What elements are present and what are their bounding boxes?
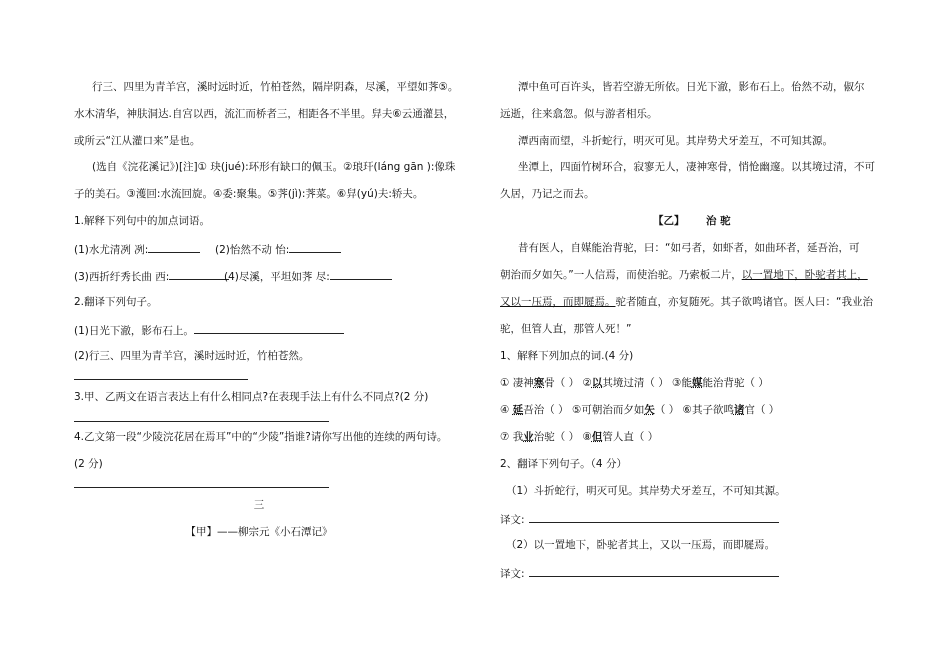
question-2a — [74, 322, 344, 338]
right-paragraph-3-line-2: 久居，乃记之而去。 — [500, 188, 595, 200]
right-paragraph-1-line-2: 远逝，往来翕忽。似与游者相乐。 — [500, 108, 658, 120]
translation-answer-line[interactable] — [529, 565, 779, 577]
word-row-1-part: 骨（ ） ② — [544, 377, 592, 389]
left-paragraph-line-2: 水木清华，神肤洞达.自宫以西，流汇而桥者三，相距各不半里。舁夫⑥云通灌县， — [74, 108, 455, 120]
notes-line-1: (选自《浣花溪记》)[注]① 玦(jué):环形有缺口的佩玉。②琅玕(láng gān ):像珠 — [92, 161, 456, 173]
word-row-1-part: 其境过清（ ） ③能 — [602, 377, 692, 389]
answer-line[interactable] — [74, 379, 248, 380]
marked-char: 矢 — [644, 404, 655, 416]
word-row-1 — [500, 376, 769, 390]
question-1c — [74, 268, 229, 284]
question-1a-text: (1)水尤清冽 冽: — [74, 244, 149, 256]
word-row-1-part: 能治背驼（ ） — [702, 377, 769, 389]
text-yi-tag: 【乙】 — [653, 215, 685, 227]
question-1-heading: 1.解释下列句中的加点词语。 — [74, 215, 211, 227]
question-1b — [215, 241, 341, 257]
word-row-2-part: （ ） ⑥其子欲鸣 — [654, 404, 734, 416]
marked-char: 但 — [591, 431, 603, 443]
question-2a-text: (1)日光下澈，影布石上。 — [74, 325, 194, 337]
question-1c-text: (3)西折纡秀长曲 西: — [74, 271, 170, 283]
word-row-3 — [500, 430, 658, 444]
translation-label: 译文: — [500, 568, 525, 580]
answer-blank[interactable] — [148, 241, 200, 253]
word-row-3-part: 治驼（ ） ⑧ — [533, 431, 592, 443]
answer-blank[interactable] — [289, 241, 341, 253]
word-row-3-part: 管人直（ ） — [602, 431, 659, 443]
translate-sentence-2: （2）以一置地下，卧驼者其上，又以一压焉，而即屣焉。 — [506, 539, 776, 551]
right-paragraph-2: 潭西南而望，斗折蛇行，明灭可见。其岸势犬牙差互，不可知其源。 — [518, 135, 833, 147]
question-2b: (2)行三、四里为青羊宫，溪时远时近，竹柏苍然。 — [74, 350, 310, 362]
yi-line-2 — [500, 268, 868, 282]
yi-line-2-text: 朝治而夕如矢。”一人信焉，而使治驼。乃索板二片， — [500, 269, 742, 281]
text-yi-title: 治 驼 — [706, 215, 731, 227]
marked-char: 媒 — [691, 377, 703, 389]
marked-char: 延 — [512, 404, 524, 416]
marked-char: 业 — [523, 431, 534, 443]
right-question-2-heading: 2、翻译下列句子。（4 分） — [500, 458, 627, 470]
question-1d-text: (4)尽溪，平坦如荠 尽: — [224, 271, 330, 283]
translation-1 — [500, 511, 779, 527]
yi-line-4: 驼，但管人直，那管人死！” — [500, 323, 632, 335]
word-row-2-part: ④ — [500, 404, 513, 416]
marked-char: 诸 — [733, 404, 745, 416]
answer-line[interactable] — [74, 487, 329, 488]
left-paragraph-line-1: 行三、四里为青羊宫，溪时远时近，竹柏苍然，隔岸阴森，尽溪，平望如荠⑤。 — [92, 81, 459, 93]
right-paragraph-1-line-1: 潭中鱼可百许头，皆若空游无所依。日光下澈，影布石上。佁然不动，俶尔 — [518, 81, 865, 93]
section-heading: 三 — [253, 499, 265, 511]
yi-line-2-underlined: 以一置地下，卧驼者其上， — [741, 269, 868, 281]
translation-label: 译文: — [500, 514, 525, 526]
translation-answer-line[interactable] — [529, 511, 779, 523]
answer-line[interactable] — [74, 421, 329, 422]
answer-blank[interactable] — [330, 268, 392, 280]
question-4: 4.乙文第一段“少陵浣花居在焉耳”中的“少陵”指谁?请你写出他的连续的两句诗。 — [74, 431, 448, 443]
word-row-2 — [500, 403, 779, 417]
word-row-3-part: ⑦ 我 — [500, 431, 524, 443]
marked-char: 寒 — [533, 377, 545, 389]
question-1d — [224, 268, 392, 284]
marked-char: 以 — [591, 377, 603, 389]
answer-blank[interactable] — [194, 322, 344, 334]
right-paragraph-3-line-1: 坐潭上，四面竹树环合，寂寥无人，凄神寒骨，悄怆幽邃。以其境过清，不可 — [518, 161, 875, 173]
yi-line-3-underlined: 又以一压焉，而即屣焉。 — [500, 296, 616, 308]
answer-blank[interactable] — [169, 268, 229, 280]
right-question-1-heading: 1、解释下列加点的词.(4 分) — [500, 350, 634, 362]
text-jia-title: 【甲】——柳宗元《小石潭记》 — [185, 526, 333, 538]
translation-2 — [500, 565, 779, 581]
question-1a — [74, 241, 200, 257]
word-row-2-part: 官（ ） — [744, 404, 780, 416]
yi-line-3 — [500, 295, 873, 309]
word-row-1-part: ① 凄神 — [500, 377, 534, 389]
yi-line-1: 昔有医人，自媒能治背驼，曰：“如弓者，如虾者，如曲环者，延吾治，可 — [518, 242, 860, 254]
left-paragraph-line-3: 或所云“江从灌口来”是也。 — [74, 135, 201, 147]
question-1b-text: (2)怡然不动 怡: — [215, 244, 290, 256]
question-3: 3.甲、乙两文在语言表达上有什么相同点?在表现手法上有什么不同点?(2 分) — [74, 391, 429, 403]
word-row-2-part: 吾治（ ） ⑤可朝治而夕如 — [523, 404, 645, 416]
question-4-score: (2 分) — [74, 458, 103, 470]
yi-line-3-text: 驼者随直，亦复随死。其子欲鸣诸官。医人曰：“我业治 — [615, 296, 873, 308]
notes-line-2: 子的美石。③濩回:水流回旋。④委:聚集。⑤荠(jì):荠菜。⑥舁(yú)夫:轿夫。 — [74, 188, 424, 200]
translate-sentence-1: （1）斗折蛇行，明灭可见。其岸势犬牙差互，不可知其源。 — [506, 485, 786, 497]
question-2-heading: 2.翻译下列句子。 — [74, 296, 158, 308]
